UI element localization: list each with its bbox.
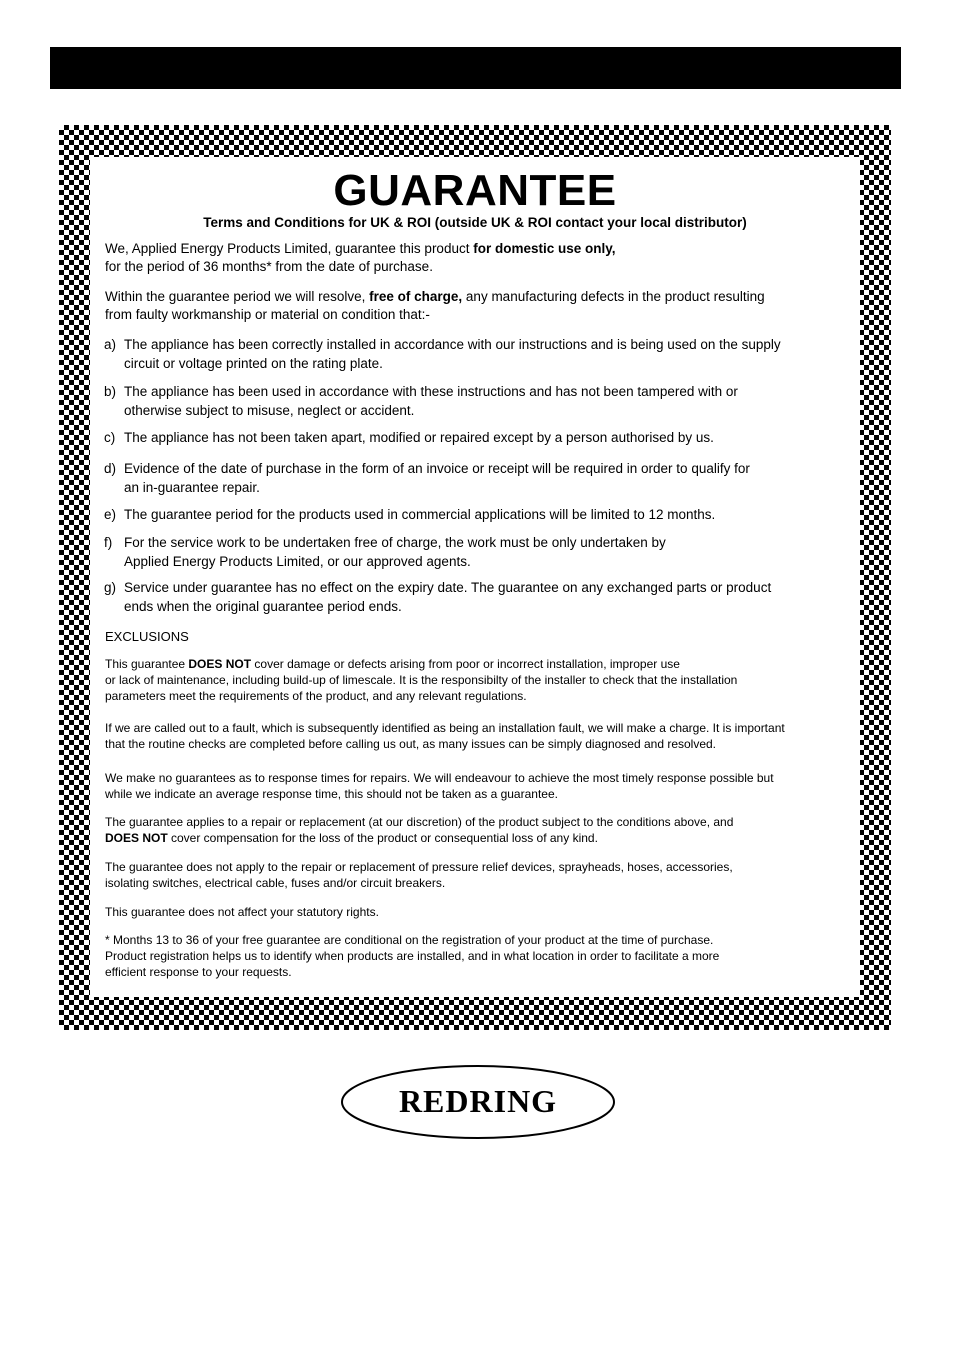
logo-ellipse — [338, 1062, 618, 1142]
logo-text: REDRING — [398, 1083, 558, 1119]
condition-g: g) Service under guarantee has no effect on the expiry date. The guarantee on any exchanged parts or product ends when the original guarantee period ends. — [104, 580, 772, 614]
exclusion-4: The guarantee applies to a repair or replacement (at our discretion) of the product subject to the conditions above, and DOES NOT cover compensation for the loss of the product or consequential loss of any kind. — [105, 815, 734, 845]
intro-paragraph-1: We, Applied Energy Products Limited, guarantee this product for domestic use only, for the period of 36 months* from the date of purchase. — [105, 241, 616, 274]
terms-subtitle: Terms and Conditions for UK & ROI (outside UK & ROI contact your local distributor) — [203, 215, 747, 230]
header-bar — [50, 47, 901, 89]
exclusions-heading: EXCLUSIONS — [105, 629, 189, 644]
guarantee-border-frame — [59, 125, 891, 1030]
condition-e: e) The guarantee period for the products used in commercial applications will be limited to 12 months. — [104, 507, 716, 522]
condition-c: c) The appliance has not been taken apart, modified or repaired except by a person authorised by us. — [104, 430, 714, 445]
condition-f: f) For the service work to be undertaken free of charge, the work must be only undertaken by Applied Energy Products Limited, or our approved agents. — [104, 535, 666, 569]
condition-d: d) Evidence of the date of purchase in the form of an invoice or receipt will be required in order to qualify for an in-guarantee repair. — [104, 461, 750, 495]
statutory-rights: This guarantee does not affect your statutory rights. — [105, 905, 379, 919]
intro-paragraph-2: Within the guarantee period we will resolve, free of charge, any manufacturing defects in the product resulting from faulty workmanship or material on condition that:- — [105, 289, 765, 322]
registration-footnote: * Months 13 to 36 of your free guarantee are conditional on the registration of your product at the time of purchase. Product registration helps us to identify when products are installed, and in what location in order to facilitate a more efficient response to your requests. — [105, 933, 720, 979]
exclusion-1: This guarantee DOES NOT cover damage or defects arising from poor or incorrect installation, improper use or lack of maintenance, including build-up of limescale. It is the responsibilty of the installer to check that the installation parameters meet the requirements of the product, and any relevant regulations. — [105, 657, 738, 703]
redring-logo — [338, 1062, 618, 1142]
exclusion-2: If we are called out to a fault, which is subsequently identified as being an installation fault, we will make a charge. It is important that the routine checks are completed before calling us out, as many issues can be simply diagnosed and resolved. — [105, 721, 785, 751]
exclusion-5: The guarantee does not apply to the repair or replacement of pressure relief devices, sprayheads, hoses, accessories, isolating switches, electrical cable, fuses and/or circuit breakers. — [105, 860, 733, 890]
condition-b: b) The appliance has been used in accordance with these instructions and has not been tampered with or otherwise subject to misuse, neglect or accident. — [104, 384, 738, 418]
page-title: GUARANTEE — [333, 166, 617, 215]
exclusion-3: We make no guarantees as to response times for repairs. We will endeavour to achieve the most timely response possible but while we indicate an average response time, this should not be taken as a guarantee. — [105, 771, 774, 801]
guarantee-panel — [90, 157, 860, 997]
condition-a: a) The appliance has been correctly installed in accordance with our instructions and is being used on the supply circuit or voltage printed on the rating plate. — [104, 337, 781, 371]
